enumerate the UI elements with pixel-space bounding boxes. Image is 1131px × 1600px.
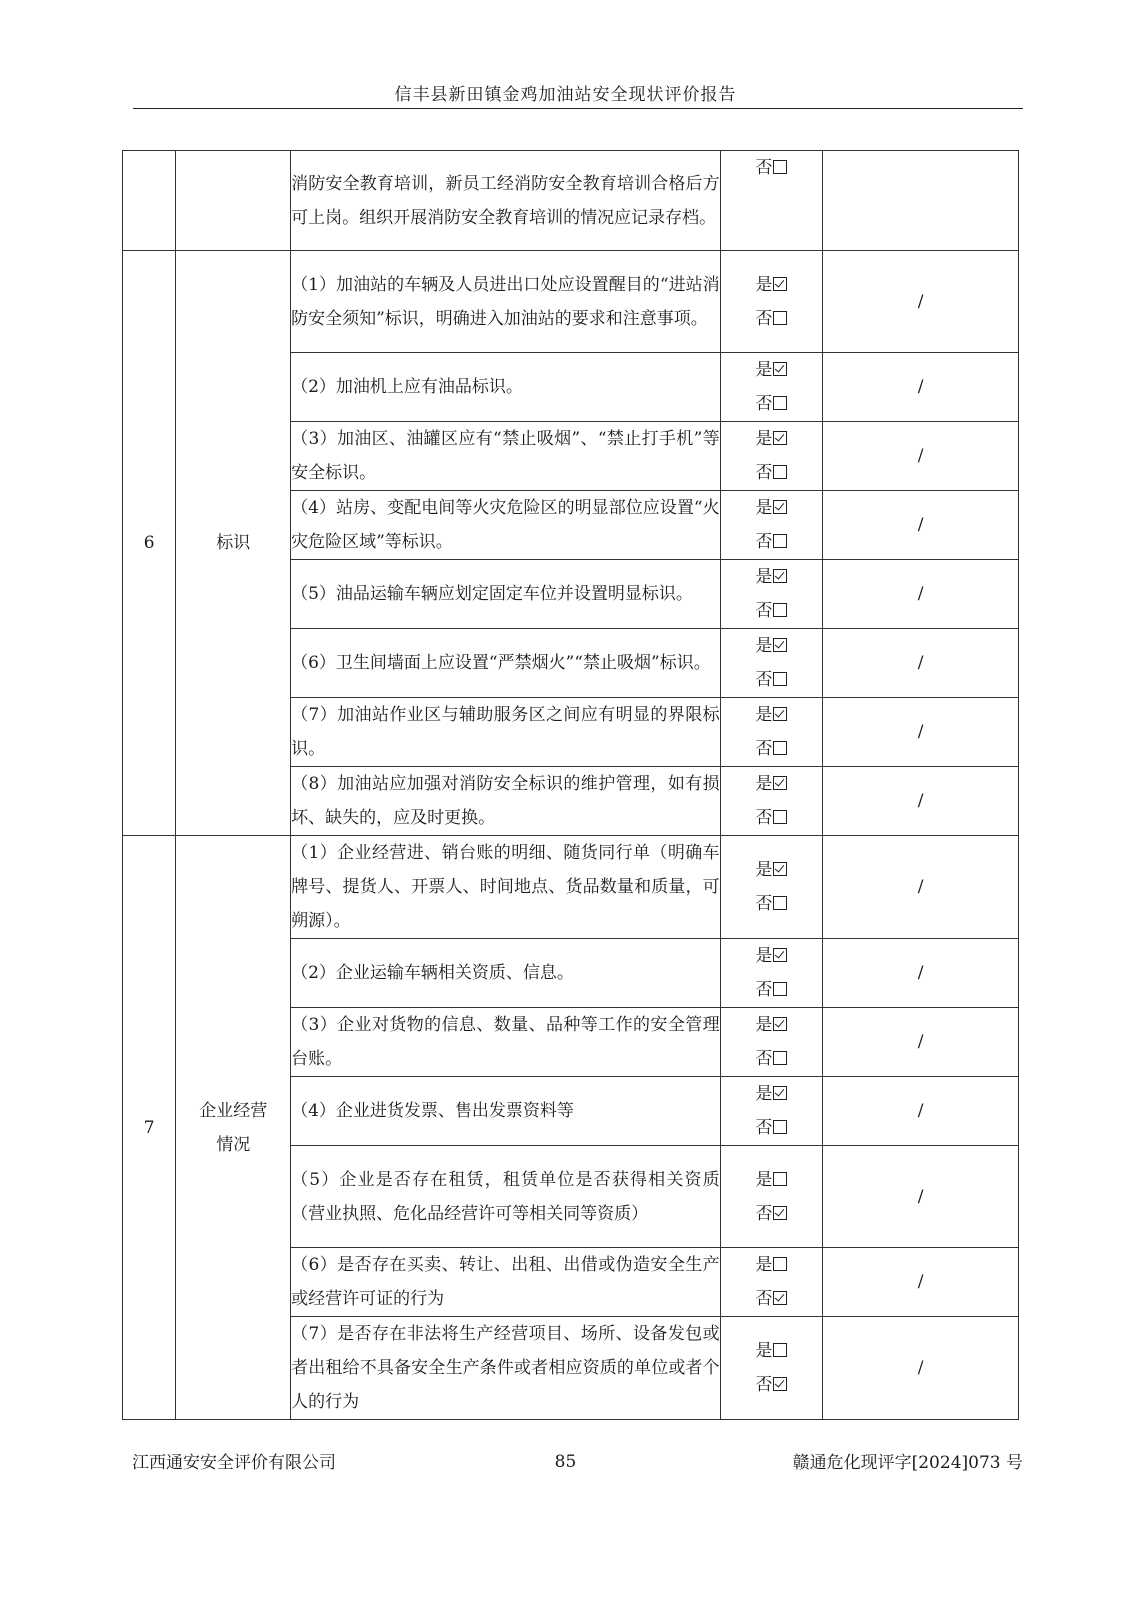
checked-box-icon[interactable] xyxy=(773,500,787,514)
remark-cell xyxy=(823,151,1019,251)
result-no-option[interactable] xyxy=(721,151,823,185)
check-result-cell xyxy=(720,1317,823,1420)
result-yes-option[interactable] xyxy=(721,1077,823,1111)
item-category-cell: 标识 xyxy=(176,251,291,836)
checked-box-icon[interactable] xyxy=(773,638,787,652)
result-yes-option[interactable] xyxy=(721,698,823,732)
empty-box-icon[interactable] xyxy=(773,741,787,755)
requirement-text: （2）企业运输车辆相关资质、信息。 xyxy=(291,939,721,1008)
requirement-text: （1）加油站的车辆及人员进出口处应设置醒目的“进站消防安全须知”标识，明确进入加油站的要求和注意事项。 xyxy=(291,251,721,353)
result-yes-option[interactable] xyxy=(721,353,823,387)
result-yes-label: 是 xyxy=(755,1169,773,1190)
result-no-label: 否 xyxy=(755,463,773,483)
footer-report-ref: 赣通危化现评字[2024]073 号 xyxy=(792,1453,1023,1473)
result-yes-label: 是 xyxy=(755,429,773,449)
result-yes-option[interactable] xyxy=(721,629,823,663)
result-no-label: 否 xyxy=(755,808,773,828)
result-no-option[interactable] xyxy=(721,387,823,421)
requirement-text: （3）企业对货物的信息、数量、品种等工作的安全管理台账。 xyxy=(291,1008,721,1077)
result-no-option[interactable] xyxy=(721,525,823,559)
check-result-cell xyxy=(720,1146,823,1248)
result-no-option[interactable] xyxy=(721,302,823,336)
result-yes-label: 是 xyxy=(755,1084,773,1104)
result-no-option[interactable] xyxy=(721,663,823,697)
result-no-option[interactable] xyxy=(721,456,823,490)
remark-cell: / xyxy=(823,491,1019,560)
check-result-cell xyxy=(720,1008,823,1077)
requirement-text: （6）是否存在买卖、转让、出租、出借或伪造安全生产或经营许可证的行为 xyxy=(291,1248,721,1317)
result-yes-label: 是 xyxy=(755,636,773,656)
requirement-text: （8）加油站应加强对消防安全标识的维护管理，如有损坏、缺失的，应及时更换。 xyxy=(291,767,721,836)
result-no-option[interactable] xyxy=(721,1197,823,1231)
remark-cell: / xyxy=(823,836,1019,939)
result-no-label: 否 xyxy=(755,894,773,914)
result-yes-option[interactable] xyxy=(721,422,823,456)
result-no-label: 否 xyxy=(755,1049,773,1069)
item-number-cell: 6 xyxy=(123,251,176,836)
result-yes-label: 是 xyxy=(755,946,773,966)
item-category-cell: 企业经营情况 xyxy=(176,836,291,1420)
requirement-text: （5）油品运输车辆应划定固定车位并设置明显标识。 xyxy=(291,560,721,629)
remark-cell: / xyxy=(823,1146,1019,1248)
result-yes-label: 是 xyxy=(755,498,773,518)
empty-box-icon[interactable] xyxy=(773,896,787,910)
result-no-option[interactable] xyxy=(721,1368,823,1402)
result-no-label: 否 xyxy=(755,394,773,414)
requirement-text: （3）加油区、油罐区应有“禁止吸烟”、“禁止打手机”等安全标识。 xyxy=(291,422,721,491)
requirement-text: （7）是否存在非法将生产经营项目、场所、设备发包或者出租给不具备安全生产条件或者相应资质的单位或者个人的行为 xyxy=(291,1317,721,1420)
result-no-option[interactable] xyxy=(721,732,823,766)
result-yes-label: 是 xyxy=(755,274,773,295)
remark-cell: / xyxy=(823,767,1019,836)
empty-box-icon[interactable] xyxy=(773,311,787,325)
result-no-label: 否 xyxy=(755,1375,773,1395)
empty-box-icon[interactable] xyxy=(773,1120,787,1134)
result-yes-option[interactable] xyxy=(721,1334,823,1368)
checked-box-icon[interactable] xyxy=(773,1086,787,1100)
table-row xyxy=(123,251,1019,353)
remark-cell: / xyxy=(823,1077,1019,1146)
result-yes-option[interactable] xyxy=(721,853,823,887)
requirement-text: （2）加油机上应有油品标识。 xyxy=(291,353,721,422)
remark-cell: / xyxy=(823,353,1019,422)
remark-cell: / xyxy=(823,1008,1019,1077)
check-result-cell xyxy=(720,939,823,1008)
result-yes-option[interactable] xyxy=(721,1008,823,1042)
empty-box-icon[interactable] xyxy=(773,1172,787,1186)
result-no-option[interactable] xyxy=(721,1042,823,1076)
checked-box-icon[interactable] xyxy=(773,1017,787,1031)
checked-box-icon[interactable] xyxy=(773,948,787,962)
checked-box-icon[interactable] xyxy=(773,362,787,376)
check-result-cell xyxy=(720,698,823,767)
remark-cell: / xyxy=(823,939,1019,1008)
result-no-label: 否 xyxy=(755,1289,773,1309)
check-result-cell xyxy=(720,767,823,836)
remark-cell: / xyxy=(823,1317,1019,1420)
result-no-option[interactable] xyxy=(721,1282,823,1316)
empty-box-icon[interactable] xyxy=(773,160,787,174)
empty-box-icon[interactable] xyxy=(773,810,787,824)
remark-cell: / xyxy=(823,629,1019,698)
empty-box-icon[interactable] xyxy=(773,603,787,617)
result-yes-label: 是 xyxy=(755,1255,773,1275)
result-yes-option[interactable] xyxy=(721,1248,823,1282)
result-no-label: 否 xyxy=(755,601,773,621)
empty-box-icon[interactable] xyxy=(773,534,787,548)
requirement-text: （4）企业进货发票、售出发票资料等 xyxy=(291,1077,721,1146)
empty-box-icon[interactable] xyxy=(773,1343,787,1357)
check-result-cell xyxy=(720,1248,823,1317)
result-yes-option[interactable] xyxy=(721,939,823,973)
checked-box-icon[interactable] xyxy=(773,277,787,291)
empty-box-icon[interactable] xyxy=(773,396,787,410)
remark-cell: / xyxy=(823,698,1019,767)
empty-box-icon[interactable] xyxy=(773,982,787,996)
remark-cell: / xyxy=(823,422,1019,491)
requirement-text: （4）站房、变配电间等火灾危险区的明显部位应设置“火灾危险区域”等标识。 xyxy=(291,491,721,560)
check-result-cell xyxy=(720,353,823,422)
result-yes-option[interactable] xyxy=(721,560,823,594)
result-no-option[interactable] xyxy=(721,1111,823,1145)
result-yes-option[interactable] xyxy=(721,268,823,302)
checked-box-icon[interactable] xyxy=(773,569,787,583)
checked-box-icon[interactable] xyxy=(773,1206,787,1220)
result-no-option[interactable] xyxy=(721,973,823,1007)
result-yes-label: 是 xyxy=(755,567,773,587)
result-yes-label: 是 xyxy=(755,860,773,880)
checked-box-icon[interactable] xyxy=(773,1377,787,1391)
requirement-text: （7）加油站作业区与辅助服务区之间应有明显的界限标识。 xyxy=(291,698,721,767)
result-no-label: 否 xyxy=(755,532,773,552)
result-no-label: 否 xyxy=(755,739,773,759)
check-result-cell xyxy=(720,422,823,491)
item-number-cell: 7 xyxy=(123,836,176,1420)
empty-box-icon[interactable] xyxy=(773,1051,787,1065)
requirement-text: （5）企业是否存在租赁，租赁单位是否获得相关资质（营业执照、危化品经营许可等相关同等资质） xyxy=(291,1146,721,1248)
requirement-text: （1）企业经营进、销台账的明细、随货同行单（明确车牌号、提货人、开票人、时间地点、货品数量和质量，可朔源）。 xyxy=(291,836,721,939)
checked-box-icon[interactable] xyxy=(773,707,787,721)
result-yes-option[interactable] xyxy=(721,1163,823,1197)
requirement-text: 消防安全教育培训，新员工经消防安全教育培训合格后方可上岗。组织开展消防安全教育培训的情况应记录存档。 xyxy=(291,151,721,251)
check-result-cell xyxy=(720,1077,823,1146)
checked-box-icon[interactable] xyxy=(773,431,787,445)
result-yes-label: 是 xyxy=(755,705,773,725)
empty-box-icon[interactable] xyxy=(773,672,787,686)
result-yes-label: 是 xyxy=(755,1341,773,1361)
result-no-label: 否 xyxy=(755,980,773,1000)
check-result-cell xyxy=(720,836,823,939)
empty-box-icon[interactable] xyxy=(773,465,787,479)
item-number-cell xyxy=(123,151,176,251)
footer-page-number: 85 xyxy=(554,1452,577,1472)
checked-box-icon[interactable] xyxy=(773,862,787,876)
check-result-cell xyxy=(720,560,823,629)
checked-box-icon[interactable] xyxy=(773,776,787,790)
header-divider xyxy=(133,108,1023,109)
remark-cell: / xyxy=(823,251,1019,353)
result-no-label: 否 xyxy=(755,308,773,329)
result-no-option[interactable] xyxy=(721,594,823,628)
remark-cell: / xyxy=(823,1248,1019,1317)
remark-cell: / xyxy=(823,560,1019,629)
check-result-cell xyxy=(720,151,823,251)
check-result-cell xyxy=(720,491,823,560)
requirement-text: （6）卫生间墙面上应设置“严禁烟火”“禁止吸烟”标识。 xyxy=(291,629,721,698)
result-yes-label: 是 xyxy=(755,1015,773,1035)
table-row xyxy=(123,836,1019,939)
check-result-cell xyxy=(720,251,823,353)
page-header-title: 信丰县新田镇金鸡加油站安全现状评价报告 xyxy=(394,85,737,105)
result-yes-label: 是 xyxy=(755,360,773,380)
result-no-label: 否 xyxy=(755,158,773,178)
safety-checklist-table xyxy=(122,150,1019,1420)
item-category-cell xyxy=(176,151,291,251)
check-result-cell xyxy=(720,629,823,698)
empty-box-icon[interactable] xyxy=(773,1257,787,1271)
result-yes-option[interactable] xyxy=(721,491,823,525)
result-yes-label: 是 xyxy=(755,774,773,794)
result-no-option[interactable] xyxy=(721,887,823,921)
result-yes-option[interactable] xyxy=(721,767,823,801)
result-no-label: 否 xyxy=(755,670,773,690)
result-no-label: 否 xyxy=(755,1203,773,1224)
checked-box-icon[interactable] xyxy=(773,1291,787,1305)
result-no-label: 否 xyxy=(755,1118,773,1138)
table-row xyxy=(123,151,1019,251)
result-no-option[interactable] xyxy=(721,801,823,835)
footer-company: 江西通安安全评价有限公司 xyxy=(132,1453,336,1473)
